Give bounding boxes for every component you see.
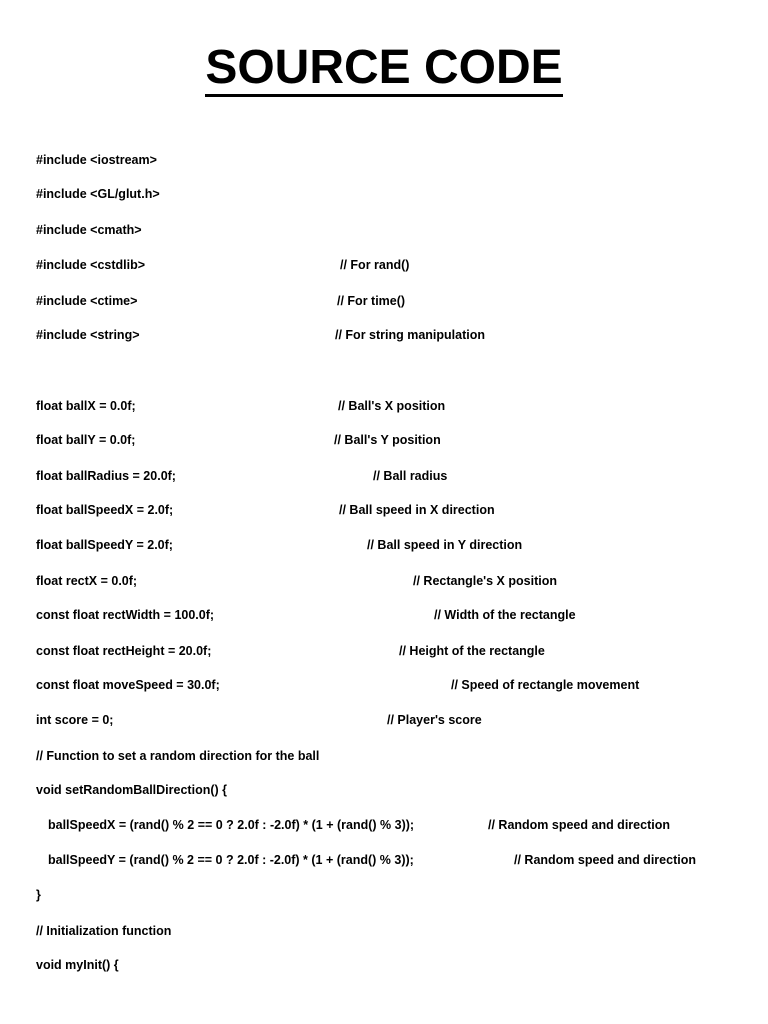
code-text: float ballSpeedY = 2.0f; (36, 538, 173, 552)
code-comment: // For rand() (340, 258, 410, 272)
code-text: ballSpeedX = (rand() % 2 == 0 ? 2.0f : -2.0f) * (1 + (rand() % 3)); (48, 818, 415, 832)
code-comment: // Ball's Y position (334, 433, 441, 447)
code-comment: // Ball speed in X direction (339, 503, 495, 517)
code-text: #include <iostream> (36, 153, 157, 167)
code-comment: // Random speed and direction (488, 818, 670, 832)
code-comment: // Random speed and direction (514, 853, 696, 867)
code-text: #include <ctime> (36, 294, 138, 308)
page-title-text: SOURCE CODE (205, 43, 562, 97)
code-text: ballSpeedY = (rand() % 2 == 0 ? 2.0f : -2.0f) * (1 + (rand() % 3)); (48, 853, 414, 867)
code-comment: // Ball speed in Y direction (367, 538, 523, 552)
code-text: void setRandomBallDirection() { (36, 783, 227, 797)
code-text: #include <cmath> (36, 223, 142, 237)
page-title (0, 40, 768, 97)
code-text: const float rectHeight = 20.0f; (36, 644, 212, 658)
code-text: #include <cstdlib> (36, 258, 146, 272)
code-comment: // Ball's X position (338, 399, 446, 413)
code-text: float ballRadius = 20.0f; (36, 469, 176, 483)
code-text: } (36, 888, 41, 902)
code-text: const float rectWidth = 100.0f; (36, 608, 215, 622)
code-comment: // For time() (337, 294, 406, 308)
code-text: void myInit() { (36, 958, 119, 972)
code-comment: // For string manipulation (335, 328, 485, 342)
code-comment: // Height of the rectangle (399, 644, 545, 658)
code-text: float ballX = 0.0f; (36, 399, 136, 413)
code-text: // Function to set a random direction for the ball (36, 749, 320, 763)
code-comment: // Rectangle's X position (413, 574, 557, 588)
code-comment: // Width of the rectangle (434, 608, 576, 622)
code-text: float rectX = 0.0f; (36, 574, 138, 588)
code-text: #include <string> (36, 328, 140, 342)
code-comment: // Player's score (387, 713, 482, 727)
code-text: float ballSpeedX = 2.0f; (36, 503, 174, 517)
code-text: int score = 0; (36, 713, 114, 727)
code-comment: // Ball radius (373, 469, 448, 483)
code-text: float ballY = 0.0f; (36, 433, 136, 447)
code-text: const float moveSpeed = 30.0f; (36, 678, 220, 692)
code-comment: // Speed of rectangle movement (451, 678, 640, 692)
code-text: #include <GL/glut.h> (36, 187, 160, 201)
code-text: // Initialization function (36, 924, 172, 938)
